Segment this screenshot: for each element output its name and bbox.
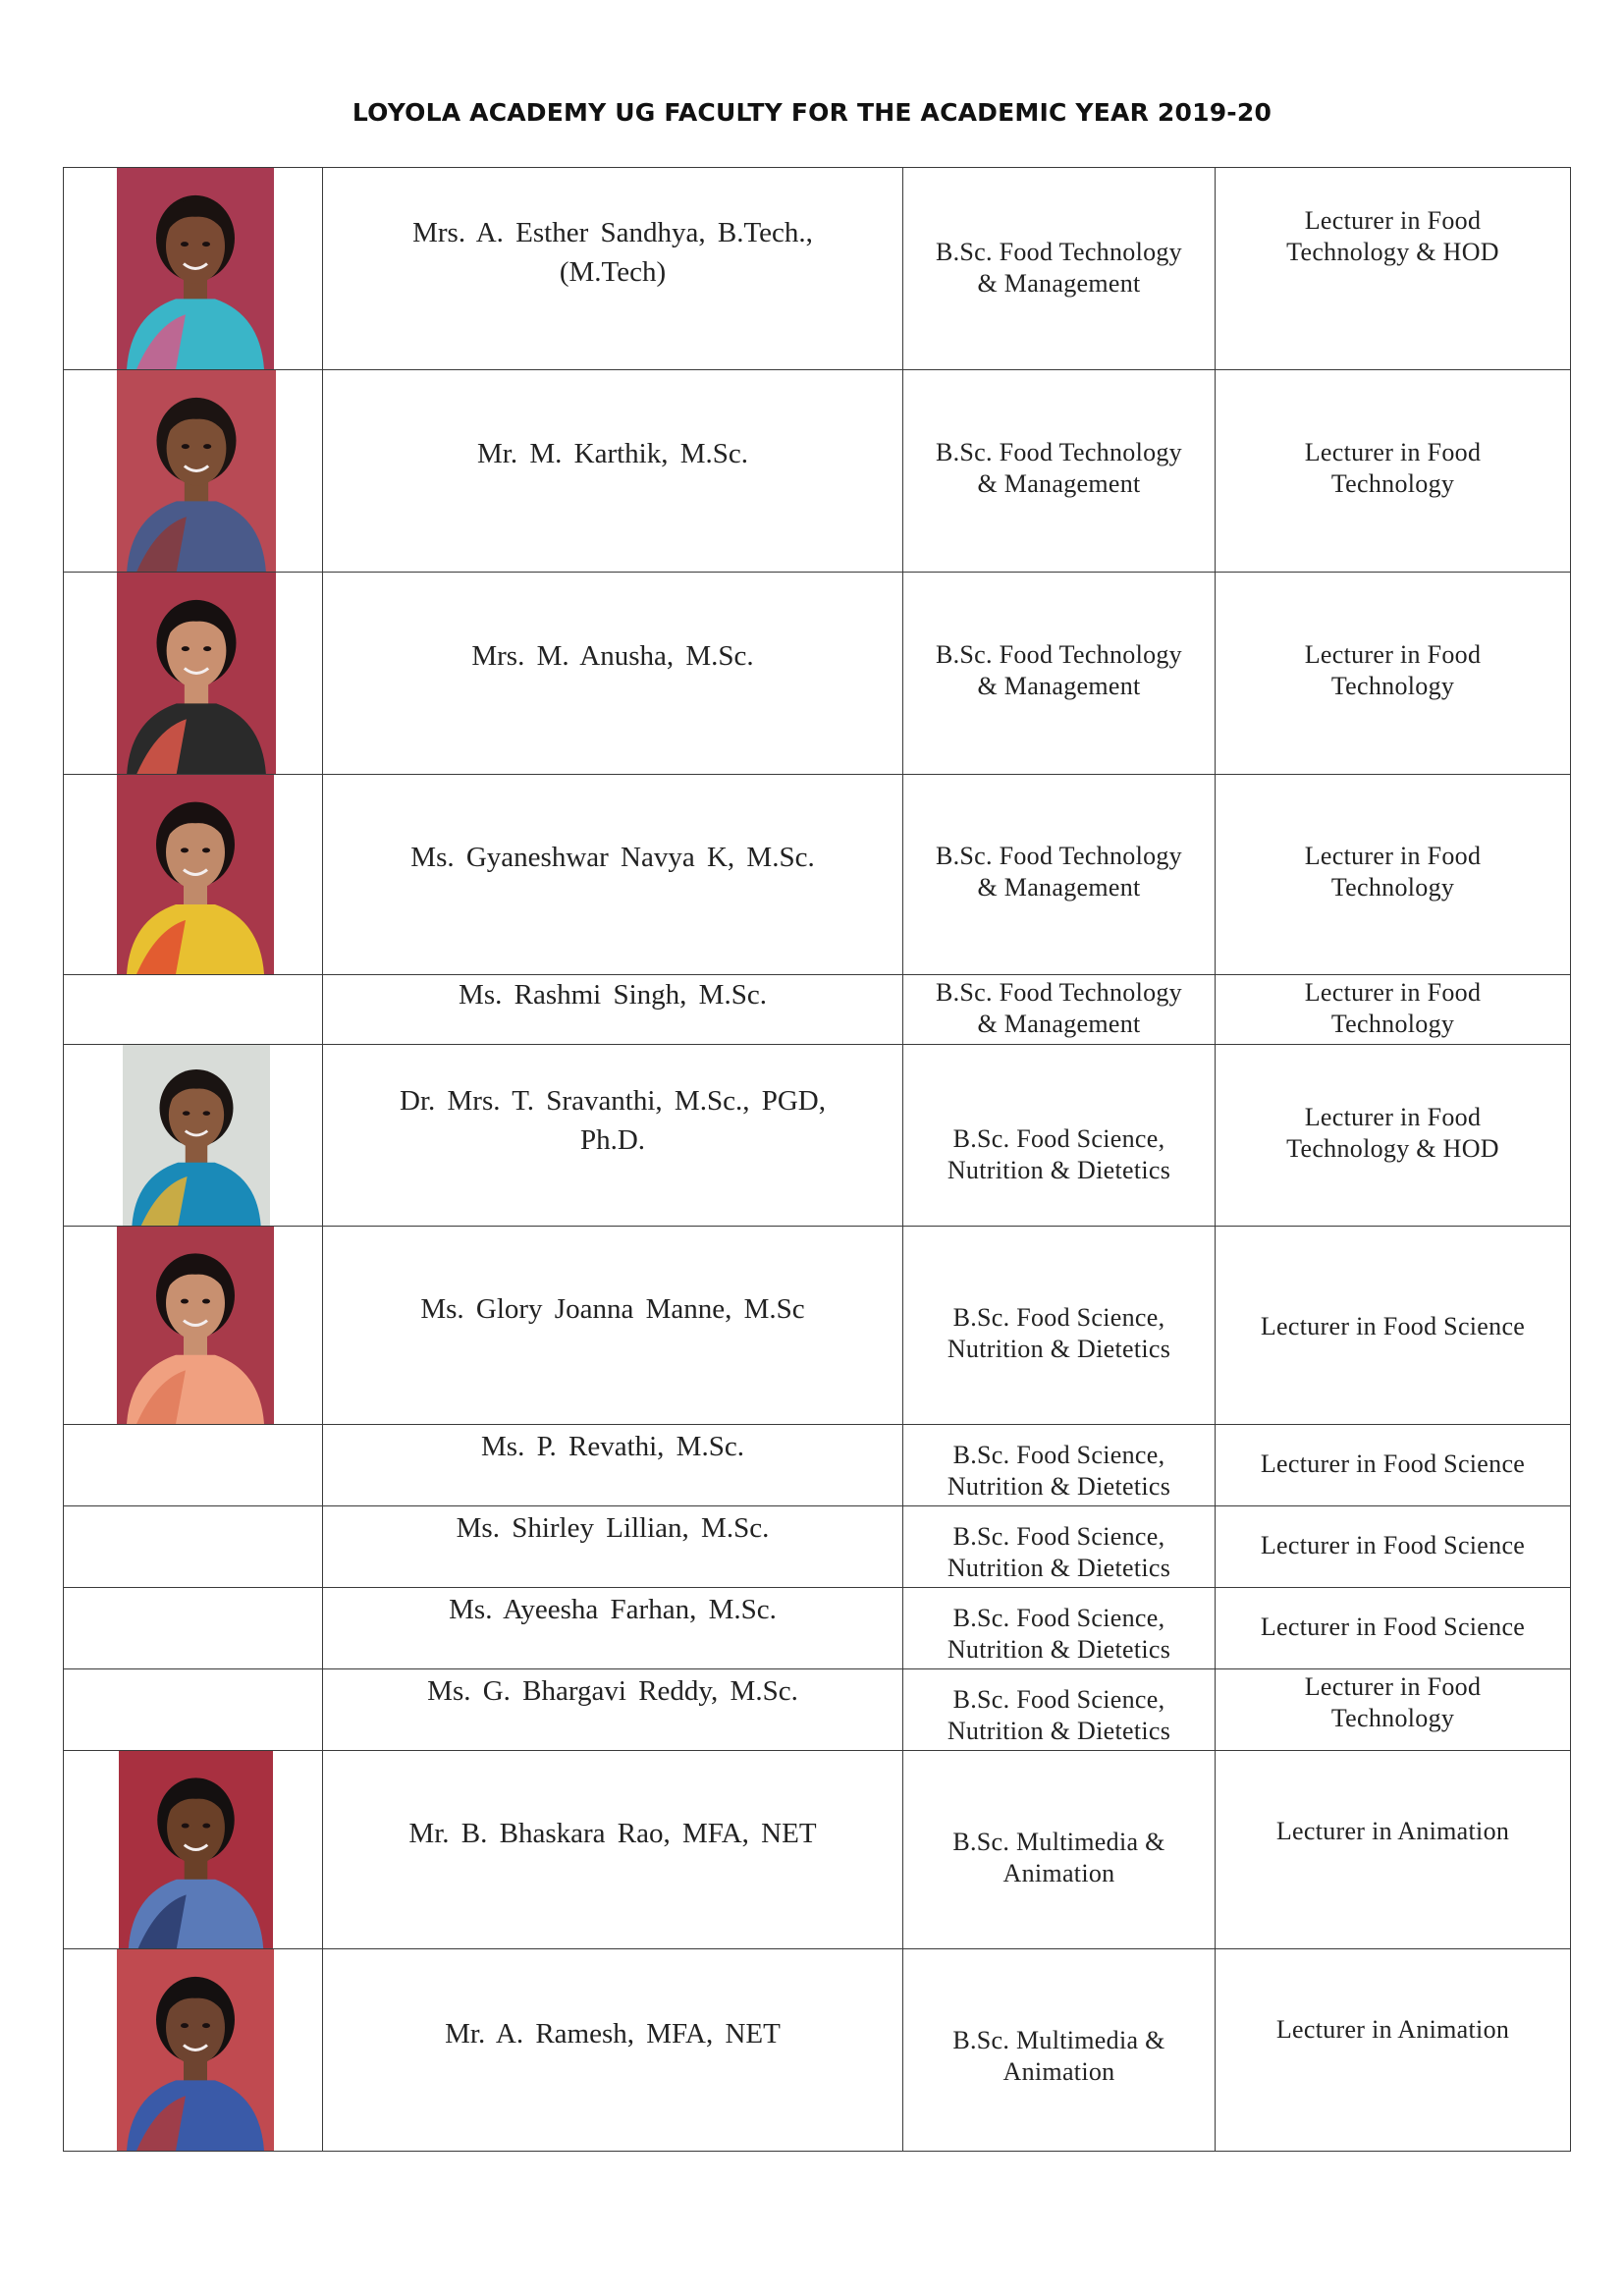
course-line: Nutrition & Dietetics <box>947 1717 1171 1745</box>
portrait-illustration <box>117 1949 274 2151</box>
designation-line: Technology & HOD <box>1286 238 1499 266</box>
faculty-name-line: Ph.D. <box>579 1124 646 1156</box>
course-line: B.Sc. Food Technology <box>935 238 1182 266</box>
designation-line: Lecturer in Food <box>1304 1103 1482 1131</box>
portrait-illustration <box>123 1045 270 1226</box>
name-cell <box>323 975 903 1045</box>
faculty-name-line: Ms. Shirley Lillian, M.Sc. <box>456 1512 770 1544</box>
faculty-photo <box>119 1751 273 1948</box>
course-cell <box>903 975 1216 1045</box>
faculty-photo <box>117 1949 274 2151</box>
photo-cell <box>64 975 323 1045</box>
designation-line: Lecturer in Food Science <box>1260 1449 1526 1478</box>
course-cell <box>903 370 1216 573</box>
designation-line: Lecturer in Animation <box>1275 1817 1510 1845</box>
designation-cell <box>1216 1588 1571 1669</box>
faculty-photo <box>117 1227 274 1424</box>
faculty-row <box>64 1669 1571 1751</box>
faculty-photo <box>117 168 274 369</box>
course-line: B.Sc. Food Technology <box>935 438 1182 466</box>
designation-cell <box>1216 975 1571 1045</box>
course-line: & Management <box>977 873 1141 902</box>
designation-line: Lecturer in Food <box>1304 978 1482 1007</box>
course-cell <box>903 1949 1216 2152</box>
faculty-name-line: Mr. A. Ramesh, MFA, NET <box>445 2018 781 2050</box>
designation-line: Lecturer in Food <box>1304 842 1482 870</box>
designation-line: Lecturer in Food <box>1304 1672 1482 1701</box>
faculty-table <box>63 167 1571 2152</box>
course-line: B.Sc. Food Science, <box>952 1303 1165 1332</box>
course-cell <box>903 1506 1216 1588</box>
faculty-name-line: Dr. Mrs. T. Sravanthi, M.Sc., PGD, <box>400 1085 826 1117</box>
photo-cell <box>64 1045 323 1227</box>
faculty-photo <box>117 775 274 974</box>
designation-cell <box>1216 1506 1571 1588</box>
faculty-row <box>64 1751 1571 1949</box>
name-cell <box>323 168 903 370</box>
faculty-name-line: (M.Tech) <box>559 256 667 288</box>
portrait-illustration <box>117 573 276 774</box>
faculty-name-line: Mrs. M. Anusha, M.Sc. <box>471 640 754 672</box>
faculty-photo <box>123 1045 270 1226</box>
name-cell <box>323 1751 903 1949</box>
designation-cell <box>1216 573 1571 775</box>
faculty-row <box>64 1506 1571 1588</box>
course-line: Animation <box>1002 2057 1115 2086</box>
name-cell <box>323 1506 903 1588</box>
name-cell <box>323 1669 903 1751</box>
name-cell <box>323 1425 903 1506</box>
faculty-name-line: Ms. P. Revathi, M.Sc. <box>481 1431 744 1462</box>
designation-line: Lecturer in Food <box>1304 206 1482 235</box>
designation-cell <box>1216 1751 1571 1949</box>
course-cell <box>903 775 1216 975</box>
designation-cell <box>1216 1949 1571 2152</box>
course-cell <box>903 573 1216 775</box>
photo-cell <box>64 1588 323 1669</box>
course-cell <box>903 1227 1216 1425</box>
course-cell <box>903 1045 1216 1227</box>
portrait-illustration <box>119 1751 273 1948</box>
faculty-photo <box>117 573 276 774</box>
portrait-illustration <box>117 775 274 974</box>
designation-line: Lecturer in Food Science <box>1260 1613 1526 1641</box>
photo-cell <box>64 1227 323 1425</box>
designation-line: Lecturer in Animation <box>1275 2015 1510 2044</box>
course-line: & Management <box>977 1010 1141 1038</box>
designation-cell <box>1216 775 1571 975</box>
faculty-row <box>64 775 1571 975</box>
faculty-name-line: Mr. M. Karthik, M.Sc. <box>477 438 748 469</box>
course-line: B.Sc. Food Science, <box>952 1685 1165 1714</box>
faculty-row <box>64 1949 1571 2152</box>
faculty-name-line: Ms. Glory Joanna Manne, M.Sc <box>420 1293 805 1325</box>
faculty-row <box>64 573 1571 775</box>
photo-cell <box>64 168 323 370</box>
designation-line: Technology <box>1330 672 1455 700</box>
designation-cell <box>1216 168 1571 370</box>
course-line: Nutrition & Dietetics <box>947 1635 1171 1664</box>
faculty-name-line: Ms. Rashmi Singh, M.Sc. <box>459 979 767 1011</box>
faculty-name-line: Mr. B. Bhaskara Rao, MFA, NET <box>408 1818 817 1849</box>
page-title: LOYOLA ACADEMY UG FACULTY FOR THE ACADEMIC YEAR 2019-20 <box>352 98 1272 127</box>
faculty-row <box>64 1425 1571 1506</box>
faculty-name-line: Ms. Gyaneshwar Navya K, M.Sc. <box>410 842 815 873</box>
name-cell <box>323 775 903 975</box>
course-line: B.Sc. Food Science, <box>952 1124 1165 1153</box>
course-line: & Management <box>977 672 1141 700</box>
designation-line: Technology <box>1330 1704 1455 1732</box>
designation-line: Lecturer in Food Science <box>1260 1312 1526 1340</box>
name-cell <box>323 573 903 775</box>
faculty-row <box>64 1045 1571 1227</box>
portrait-illustration <box>117 370 276 572</box>
photo-cell <box>64 1506 323 1588</box>
faculty-row <box>64 168 1571 370</box>
course-cell <box>903 1751 1216 1949</box>
course-line: Nutrition & Dietetics <box>947 1335 1171 1363</box>
faculty-row <box>64 1227 1571 1425</box>
faculty-name-line: Ms. G. Bhargavi Reddy, M.Sc. <box>427 1675 798 1707</box>
photo-cell <box>64 370 323 573</box>
course-line: Nutrition & Dietetics <box>947 1554 1171 1582</box>
faculty-row <box>64 1588 1571 1669</box>
course-line: B.Sc. Multimedia & <box>952 2026 1165 2054</box>
course-line: B.Sc. Food Science, <box>952 1441 1165 1469</box>
faculty-name-line: Ms. Ayeesha Farhan, M.Sc. <box>449 1594 777 1625</box>
designation-line: Lecturer in Food Science <box>1260 1531 1526 1559</box>
faculty-row <box>64 975 1571 1045</box>
photo-cell <box>64 1425 323 1506</box>
course-line: B.Sc. Multimedia & <box>952 1828 1165 1856</box>
course-line: Animation <box>1002 1859 1115 1887</box>
name-cell <box>323 1588 903 1669</box>
name-cell <box>323 1045 903 1227</box>
designation-line: Technology <box>1330 469 1455 498</box>
photo-cell <box>64 775 323 975</box>
photo-cell <box>64 1751 323 1949</box>
course-cell <box>903 1588 1216 1669</box>
designation-line: Technology & HOD <box>1286 1134 1499 1163</box>
designation-cell <box>1216 1669 1571 1751</box>
course-line: B.Sc. Food Technology <box>935 978 1182 1007</box>
name-cell <box>323 370 903 573</box>
course-line: B.Sc. Food Science, <box>952 1522 1165 1551</box>
course-line: B.Sc. Food Technology <box>935 842 1182 870</box>
course-cell <box>903 168 1216 370</box>
designation-cell <box>1216 1045 1571 1227</box>
course-cell <box>903 1425 1216 1506</box>
designation-line: Lecturer in Food <box>1304 438 1482 466</box>
photo-cell <box>64 573 323 775</box>
name-cell <box>323 1227 903 1425</box>
designation-cell <box>1216 370 1571 573</box>
course-line: & Management <box>977 269 1141 298</box>
designation-cell <box>1216 1227 1571 1425</box>
designation-cell <box>1216 1425 1571 1506</box>
course-line: Nutrition & Dietetics <box>947 1156 1171 1184</box>
faculty-photo <box>117 370 276 572</box>
photo-cell <box>64 1949 323 2152</box>
name-cell <box>323 1949 903 2152</box>
course-cell <box>903 1669 1216 1751</box>
portrait-illustration <box>117 1227 274 1424</box>
course-line: B.Sc. Food Technology <box>935 640 1182 669</box>
course-line: B.Sc. Food Science, <box>952 1604 1165 1632</box>
portrait-illustration <box>117 168 274 369</box>
course-line: & Management <box>977 469 1141 498</box>
faculty-name-line: Mrs. A. Esther Sandhya, B.Tech., <box>412 217 813 248</box>
designation-line: Technology <box>1330 873 1455 902</box>
designation-line: Technology <box>1330 1010 1455 1038</box>
photo-cell <box>64 1669 323 1751</box>
course-line: Nutrition & Dietetics <box>947 1472 1171 1501</box>
designation-line: Lecturer in Food <box>1304 640 1482 669</box>
faculty-row <box>64 370 1571 573</box>
